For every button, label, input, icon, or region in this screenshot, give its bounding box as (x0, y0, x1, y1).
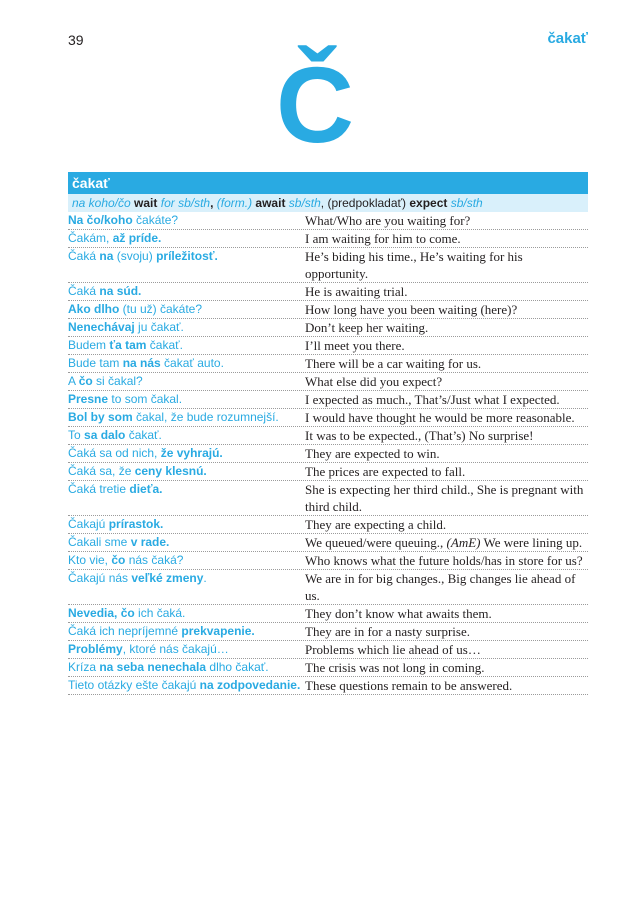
example-row (68, 301, 588, 319)
example-row (68, 659, 588, 677)
slovak-phrase (68, 623, 305, 640)
slovak-phrase (68, 373, 305, 390)
phrase-segment: prírastok. (108, 517, 164, 531)
english-translation (305, 659, 588, 676)
example-row (68, 391, 588, 409)
example-row (68, 355, 588, 373)
phrase-segment: ju čakať. (134, 320, 184, 334)
slovak-phrase (68, 391, 305, 408)
phrase-segment: na zodpovedanie. (199, 678, 301, 692)
phrase-segment: v rade. (130, 535, 170, 549)
phrase-segment: prekvapenie. (181, 624, 255, 638)
example-row (68, 427, 588, 445)
english-translation (305, 445, 588, 462)
phrase-segment: Čakali sme (68, 535, 131, 549)
english-translation (305, 301, 588, 318)
slovak-phrase (68, 283, 305, 300)
phrase-segment: dlho čakať. (206, 660, 269, 674)
phrase-segment: že vyhrajú. (160, 446, 223, 460)
phrase-segment: si čakal? (92, 374, 143, 388)
example-row (68, 409, 588, 427)
phrase-segment: Čaká sa, že (68, 464, 135, 478)
sense-valency: na koho/čo (72, 196, 131, 210)
phrase-segment: čakáte? (132, 213, 179, 227)
slovak-phrase (68, 301, 305, 318)
translation-segment: It was to be expected., (That’s) No surprise! (305, 428, 534, 443)
phrase-segment: Čaká sa od nich, (68, 446, 161, 460)
phrase-segment: Bude tam (68, 356, 123, 370)
phrase-segment: ťa tam (109, 338, 147, 352)
translation-segment: They are expected to win. (305, 446, 440, 461)
translation-segment: How long have you been waiting (here)? (305, 302, 518, 317)
english-translation (305, 623, 588, 640)
english-translation (305, 337, 588, 354)
slovak-phrase (68, 641, 305, 658)
phrase-segment: Čaká (68, 249, 100, 263)
translation-segment: I am waiting for him to come. (305, 231, 461, 246)
example-row (68, 623, 588, 641)
translation-segment: Problems which lie ahead of us… (305, 642, 481, 657)
slovak-phrase (68, 248, 305, 282)
page-number: 39 (68, 32, 84, 48)
sense-object: sb/sth (447, 196, 483, 210)
translation-segment: We are in for big changes., Big changes lie ahead of us. (305, 571, 576, 603)
translation-segment: The prices are expected to fall. (305, 464, 466, 479)
translation-segment: They are in for a nasty surprise. (305, 624, 470, 639)
slovak-phrase (68, 552, 305, 569)
phrase-segment: veľké zmeny (131, 571, 204, 585)
translation-segment: There will be a car waiting for us. (305, 356, 482, 371)
example-row (68, 552, 588, 570)
english-translation (305, 605, 588, 622)
phrase-segment: Nevedia, čo (68, 606, 135, 620)
phrase-segment: Čakajú nás (68, 571, 132, 585)
phrase-segment: , ktoré nás čakajú… (122, 642, 229, 656)
running-head: čakať (547, 30, 588, 47)
example-row (68, 605, 588, 623)
english-translation (305, 248, 588, 282)
english-translation (305, 212, 588, 229)
english-translation (305, 319, 588, 336)
sense-object: sb/sth (288, 196, 321, 210)
dictionary-entry (68, 172, 588, 695)
phrase-segment: Kríza (68, 660, 100, 674)
phrase-segment: čakal, že bude rozumnejší. (132, 410, 279, 424)
phrase-segment: Tieto otázky ešte čakajú (68, 678, 200, 692)
example-row (68, 516, 588, 534)
translation-segment: I expected as much., That’s/Just what I expected. (305, 392, 560, 407)
example-row (68, 481, 588, 516)
phrase-segment: Problémy (68, 642, 123, 656)
translation-segment: The crisis was not long in coming. (305, 660, 485, 675)
translation-segment: Don’t keep her waiting. (305, 320, 429, 335)
example-row (68, 212, 588, 230)
slovak-phrase (68, 659, 305, 676)
english-translation (305, 391, 588, 408)
phrase-segment: na súd. (99, 284, 142, 298)
slovak-phrase (68, 319, 305, 336)
slovak-phrase (68, 534, 305, 551)
translation-segment: They are expecting a child. (305, 517, 447, 532)
translation-segment: He’s biding his time., He’s waiting for his opportunity. (305, 249, 523, 281)
phrase-segment: Presne (68, 392, 109, 406)
phrase-segment: čakať. (125, 428, 162, 442)
english-translation (305, 516, 588, 533)
sense-register: (form.) (216, 196, 253, 210)
english-translation (305, 534, 588, 551)
phrase-segment: . (203, 571, 207, 585)
slovak-phrase (68, 481, 305, 515)
slovak-phrase (68, 212, 305, 229)
english-translation (305, 427, 588, 444)
example-row (68, 534, 588, 552)
phrase-segment: (tu už) čakáte? (119, 302, 203, 316)
example-row (68, 570, 588, 605)
sense-object: for sb/sth (160, 196, 211, 210)
phrase-segment: Čakajú (68, 517, 109, 531)
english-translation (305, 481, 588, 515)
slovak-phrase (68, 677, 305, 694)
example-row (68, 373, 588, 391)
phrase-segment: až príde. (112, 231, 162, 245)
slovak-phrase (68, 337, 305, 354)
slovak-phrase (68, 427, 305, 444)
phrase-segment: čo (78, 374, 93, 388)
example-row (68, 463, 588, 481)
english-translation (305, 641, 588, 658)
example-list (68, 212, 588, 695)
translation-segment: What else did you expect? (305, 374, 443, 389)
phrase-segment: nás čaká? (125, 553, 184, 567)
translation-segment: He is awaiting trial. (305, 284, 408, 299)
phrase-segment: Na čo/koho (68, 213, 133, 227)
example-row (68, 283, 588, 301)
english-translation (305, 373, 588, 390)
phrase-segment: dieťa. (129, 482, 163, 496)
translation-segment: What/Who are you waiting for? (305, 213, 471, 228)
slovak-phrase (68, 355, 305, 372)
sense-translation: expect (409, 196, 448, 210)
phrase-segment: Ako dlho (68, 302, 120, 316)
phrase-segment: na seba nenechala (99, 660, 207, 674)
phrase-segment: to som čakal. (108, 392, 183, 406)
english-translation (305, 552, 588, 569)
translation-segment: We queued/were queuing., (305, 535, 447, 550)
translation-segment: I’ll meet you there. (305, 338, 405, 353)
translation-segment: She is expecting her third child., She is pregnant with third child. (305, 482, 584, 514)
slovak-phrase (68, 230, 305, 247)
english-translation (305, 355, 588, 372)
translation-segment: These questions remain to be answered. (305, 678, 513, 693)
phrase-segment: ceny klesnú. (134, 464, 207, 478)
slovak-phrase (68, 463, 305, 480)
phrase-segment: Budem (68, 338, 110, 352)
phrase-segment: Kto vie, (68, 553, 112, 567)
phrase-segment: na nás (122, 356, 161, 370)
slovak-phrase (68, 605, 305, 622)
example-row (68, 319, 588, 337)
english-translation (305, 283, 588, 300)
phrase-segment: Čaká (68, 284, 100, 298)
phrase-segment: Čaká tretie (68, 482, 130, 496)
phrase-segment: A (68, 374, 79, 388)
phrase-segment: (svoju) (113, 249, 157, 263)
english-translation (305, 409, 588, 426)
english-translation (305, 677, 588, 694)
translation-segment: Who knows what the future holds/has in store for us? (305, 553, 583, 568)
example-row (68, 337, 588, 355)
headword: čakať (68, 172, 588, 194)
sense-separator: , (210, 196, 217, 210)
phrase-segment: čo (111, 553, 126, 567)
phrase-segment: čakať. (146, 338, 183, 352)
example-row (68, 248, 588, 283)
slovak-phrase (68, 409, 305, 426)
translation-segment: I would have thought he would be more reasonable. (305, 410, 575, 425)
sense-translation: wait (130, 196, 161, 210)
translation-segment: (AmE) (446, 535, 481, 550)
example-row (68, 677, 588, 695)
phrase-segment: Čakám, (68, 231, 113, 245)
phrase-segment: To (68, 428, 85, 442)
translation-segment: We were lining up. (480, 535, 583, 550)
slovak-phrase (68, 570, 305, 604)
headword-senses (68, 194, 588, 212)
phrase-segment: príležitosť. (156, 249, 218, 263)
example-row (68, 445, 588, 463)
example-row (68, 641, 588, 659)
phrase-segment: na (99, 249, 114, 263)
phrase-segment: Čaká ich nepríjemné (68, 624, 182, 638)
english-translation (305, 230, 588, 247)
example-row (68, 230, 588, 248)
phrase-segment: ich čaká. (134, 606, 186, 620)
sense-translation: await (252, 196, 289, 210)
slovak-phrase (68, 516, 305, 533)
english-translation (305, 570, 588, 604)
phrase-segment: sa dalo (84, 428, 126, 442)
phrase-segment: čakať auto. (160, 356, 224, 370)
section-letter: Č (276, 44, 354, 165)
phrase-segment: Nenechávaj (68, 320, 135, 334)
translation-segment: They don’t know what awaits them. (305, 606, 492, 621)
english-translation (305, 463, 588, 480)
sense-gloss: , (predpokladať) (320, 196, 410, 210)
phrase-segment: Bol by som (68, 410, 133, 424)
slovak-phrase (68, 445, 305, 462)
